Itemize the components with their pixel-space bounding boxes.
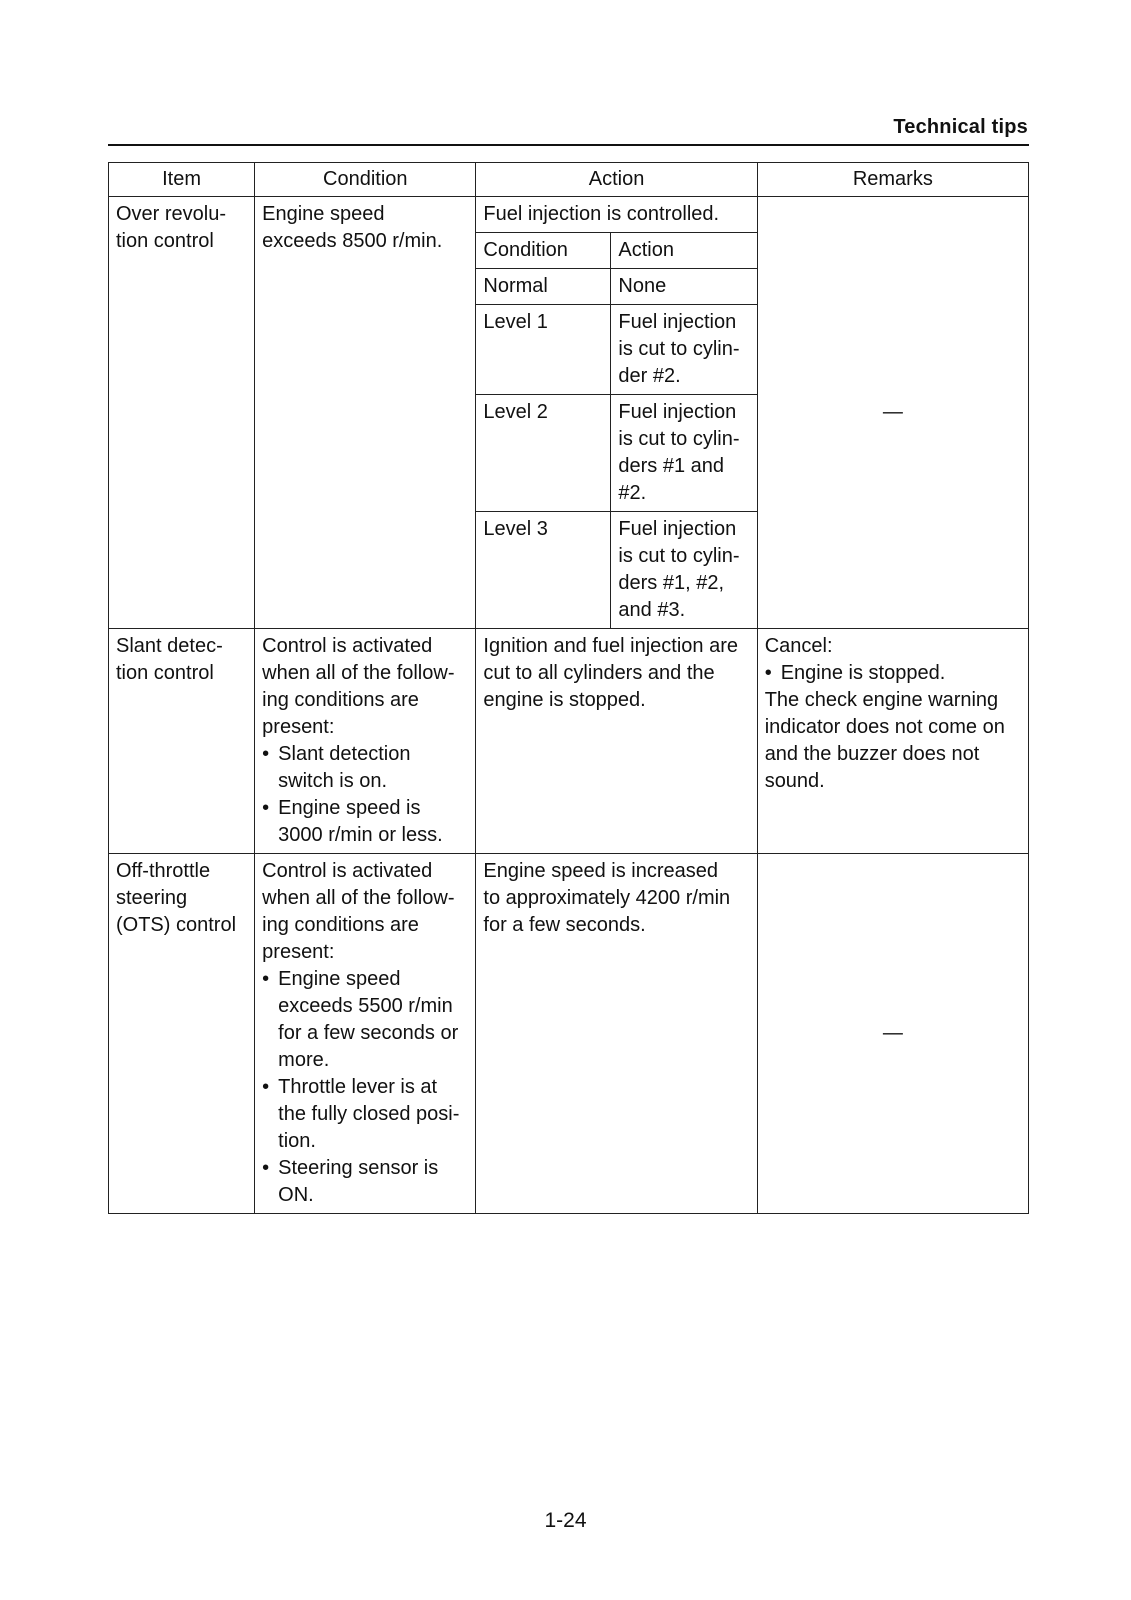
condition-bullets bbox=[262, 741, 468, 849]
table-row bbox=[109, 854, 1029, 1214]
sub-action: None bbox=[611, 269, 757, 305]
condition-cell bbox=[255, 854, 476, 1214]
condition-text: Control is activated when all of the follow- ing conditions are present: bbox=[262, 860, 455, 963]
item-text: Over revolu- tion control bbox=[116, 203, 227, 252]
action-cell bbox=[476, 854, 757, 1214]
remarks-bullets bbox=[765, 660, 1021, 687]
control-table bbox=[108, 162, 1029, 1214]
remarks-dash: — bbox=[882, 1022, 903, 1044]
subtable-row bbox=[476, 512, 756, 629]
subtable-row bbox=[476, 395, 756, 512]
list-item: • Engine speed is 3000 r/min or less. bbox=[262, 795, 468, 849]
list-item: • Throttle lever is at the fully closed posi- tion. bbox=[262, 1074, 468, 1155]
sub-action: Fuel injection is cut to cylin- der #2. bbox=[611, 305, 757, 395]
header-action: Action bbox=[476, 163, 757, 197]
item-cell bbox=[109, 854, 255, 1214]
sub-action: Fuel injection is cut to cylin- ders #1, #2, and #3. bbox=[611, 512, 757, 629]
remarks-intro: Cancel: bbox=[764, 635, 833, 657]
action-cell bbox=[476, 197, 757, 629]
remarks-cell bbox=[757, 197, 1028, 629]
subtable-header-row bbox=[476, 233, 756, 269]
subtable-row bbox=[476, 305, 756, 395]
header-condition: Condition bbox=[255, 163, 476, 197]
item-text: Off-throttle steering (OTS) control bbox=[116, 860, 237, 936]
sub-condition: Level 1 bbox=[476, 305, 611, 395]
header-rule bbox=[108, 144, 1029, 146]
action-title: Fuel injection is controlled. bbox=[476, 197, 756, 233]
sub-condition: Level 3 bbox=[476, 512, 611, 629]
header-item: Item bbox=[109, 163, 255, 197]
page-number: 1-24 bbox=[544, 1509, 587, 1532]
header-remarks: Remarks bbox=[757, 163, 1028, 197]
list-item: • Engine is stopped. bbox=[765, 660, 1021, 687]
list-item: • Steering sensor is ON. bbox=[262, 1155, 468, 1209]
action-text: Engine speed is increased to approximately 4200 r/min for a few seconds. bbox=[483, 860, 731, 936]
item-cell bbox=[109, 629, 255, 854]
table-header-row bbox=[109, 163, 1029, 197]
table-row bbox=[109, 197, 1029, 629]
condition-bullets bbox=[262, 966, 468, 1209]
item-text: Slant detec- tion control bbox=[116, 635, 223, 684]
condition-text: Control is activated when all of the follow- ing conditions are present: bbox=[262, 635, 455, 738]
list-item: • Slant detection switch is on. bbox=[262, 741, 468, 795]
action-text: Ignition and fuel injection are cut to all cylinders and the engine is stopped. bbox=[483, 635, 739, 711]
condition-cell bbox=[255, 629, 476, 854]
remarks-text: The check engine warning indicator does not come on and the buzzer does not sound. bbox=[764, 689, 1005, 792]
remarks-cell bbox=[757, 629, 1028, 854]
sub-condition: Normal bbox=[476, 269, 611, 305]
sub-condition: Level 2 bbox=[476, 395, 611, 512]
condition-text: Engine speed exceeds 8500 r/min. bbox=[262, 203, 443, 252]
subtable-row bbox=[476, 269, 756, 305]
sub-action: Fuel injection is cut to cylin- ders #1 and #2. bbox=[611, 395, 757, 512]
condition-cell bbox=[255, 197, 476, 629]
table-row bbox=[109, 629, 1029, 854]
section-title: Technical tips bbox=[893, 116, 1028, 138]
remarks-cell bbox=[757, 854, 1028, 1214]
remarks-dash: — bbox=[882, 401, 903, 423]
list-item: • Engine speed exceeds 5500 r/min for a few seconds or more. bbox=[262, 966, 468, 1074]
level-subtable bbox=[476, 233, 756, 628]
sub-header-condition: Condition bbox=[476, 233, 611, 269]
sub-header-action: Action bbox=[611, 233, 757, 269]
action-cell bbox=[476, 629, 757, 854]
item-cell bbox=[109, 197, 255, 629]
